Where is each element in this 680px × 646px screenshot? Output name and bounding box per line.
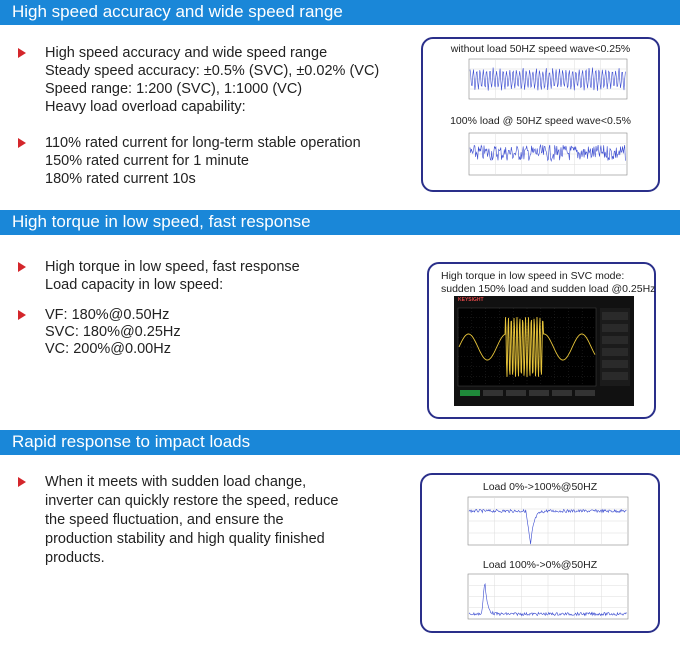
bullet-text-line: production stability and high quality finished [45, 531, 325, 547]
bullet-text-line: High torque in low speed, fast response [45, 259, 300, 275]
bullet-text-line: VC: 200%@0.00Hz [45, 341, 171, 357]
panel-caption: Load 0%->100%@50HZ [482, 481, 598, 493]
scope-brand-logo: KEYSIGHT [458, 297, 484, 303]
panel-caption: High torque in low speed in SVC mode: [441, 270, 625, 282]
bullet-text-line: SVC: 180%@0.25Hz [45, 324, 181, 340]
scope-readout [602, 312, 628, 320]
bullet-text-line: products. [45, 550, 105, 566]
red-bullet-icon [18, 138, 26, 148]
load-decrease-speed-plot [460, 572, 632, 627]
bullet-text-line: 150% rated current for 1 minute [45, 153, 249, 169]
oscilloscope-screen [454, 296, 634, 406]
red-bullet-icon [18, 48, 26, 58]
scope-softkey [552, 390, 572, 396]
scope-readout [602, 360, 628, 368]
header-underline [0, 454, 680, 455]
bullet-text-line: inverter can quickly restore the speed, reduce [45, 493, 339, 509]
bullet-text-line: When it meets with sudden load change, [45, 474, 307, 490]
header-underline [0, 24, 680, 25]
panel-caption: Load 100%->0%@50HZ [482, 559, 598, 571]
section-header-speed-accuracy: High speed accuracy and wide speed range [0, 0, 680, 24]
scope-readout [602, 372, 628, 380]
section-header-impact-loads: Rapid response to impact loads [0, 430, 680, 454]
section-header-low-speed-torque: High torque in low speed, fast response [0, 210, 680, 234]
bullet-text-line: the speed fluctuation, and ensure the [45, 512, 284, 528]
bullet-text-line: Load capacity in low speed: [45, 277, 224, 293]
load-increase-speed-plot [460, 495, 632, 553]
bullet-text-line: Steady speed accuracy: ±0.5% (SVC), ±0.02% (VC) [45, 63, 380, 79]
bullet-text-line: VF: 180%@0.50Hz [45, 307, 170, 323]
scope-softkey [506, 390, 526, 396]
scope-softkey [483, 390, 503, 396]
bullet-text-line: Heavy load overload capability: [45, 99, 246, 115]
full-load-speed-wave-plot [461, 131, 631, 183]
scope-softkey [575, 390, 595, 396]
red-bullet-icon [18, 262, 26, 272]
panel-caption: sudden 150% load and sudden load @0.25Hz [441, 283, 656, 295]
scope-readout [602, 336, 628, 344]
bullet-text-line: 110% rated current for long-term stable operation [45, 135, 361, 151]
scope-softkey [460, 390, 480, 396]
bullet-text-line: High speed accuracy and wide speed range [45, 45, 328, 61]
oscilloscope-panel [427, 262, 656, 419]
scope-readout [602, 324, 628, 332]
panel-caption: without load 50HZ speed wave<0.25% [450, 43, 631, 55]
bullet-text-line: 180% rated current 10s [45, 171, 196, 187]
red-bullet-icon [18, 477, 26, 487]
speed-wave-panel [421, 37, 660, 192]
scope-readout [602, 348, 628, 356]
header-underline [0, 234, 680, 235]
panel-caption: 100% load @ 50HZ speed wave<0.5% [450, 115, 631, 127]
bullet-text-line: Speed range: 1:200 (SVC), 1:1000 (VC) [45, 81, 303, 97]
scope-softkey [529, 390, 549, 396]
impact-load-panel [420, 473, 660, 633]
no-load-speed-wave-plot [461, 57, 631, 107]
red-bullet-icon [18, 310, 26, 320]
